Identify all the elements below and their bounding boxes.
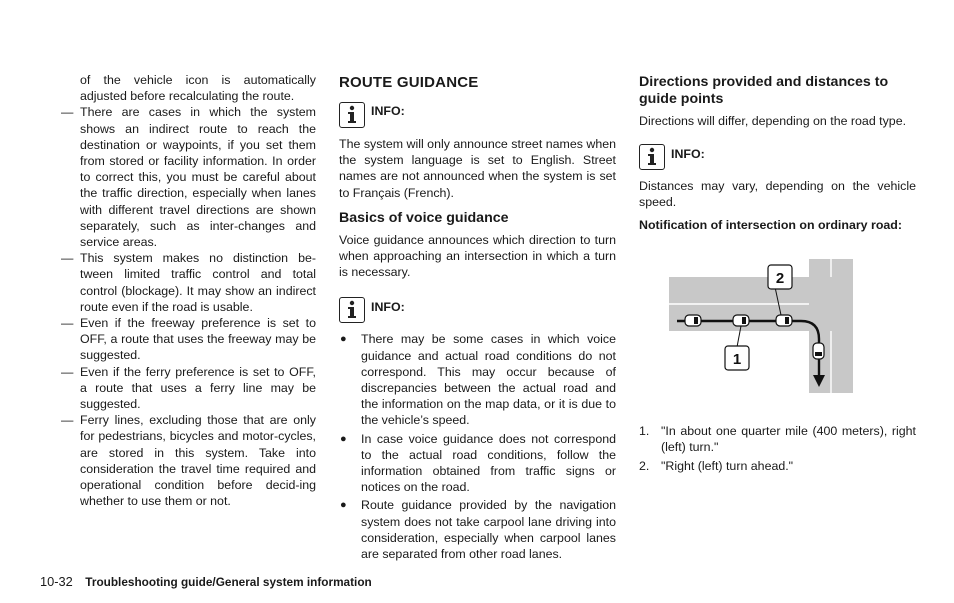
middle-column [339,72,616,564]
left-column [60,72,316,509]
bullet-icon: ● [340,432,347,445]
continuation-paragraph: of the vehicle icon is automatically adjusted before recalculating the route. [80,73,316,104]
numbered-item: 1. "In about one quarter mile (400 meters), right (left) turn." [639,423,916,455]
bullet-icon: ● [340,499,347,512]
bullet-item: ● Route guidance provided by the navigation system does not take carpool lane driving into consideration, especially when carpool lanes are separated from other road lanes. [340,498,616,562]
info-text: Distances may vary, depending on the vehicle speed. [639,179,916,210]
numbered-item: 2. "Right (left) turn ahead." [639,459,794,474]
info-icon [339,297,365,323]
callout-1-label: 1 [732,350,742,368]
callout-2-label: 2 [775,269,785,287]
info-text: The system will only announce street names when the system language is set to English. Street names are not announced when the system is set to Français (French). [339,137,616,200]
dash-item: — Even if the ferry preference is set to OFF, a route that uses a ferry line may be suggested. [60,364,316,413]
info-label: INFO: [371,299,405,314]
notification-heading: Notification of intersection on ordinary road: [639,217,902,232]
intersection-diagram [663,249,863,399]
car-icon [733,315,749,326]
dash-list [60,104,316,509]
directions-heading: Directions provided and distances to guide points [639,74,889,107]
dash-item: — Ferry lines, excluding those that are only for pedestrians, bicycles and motor-cycles, are stored in this system. Take into consideration the travel time required and operational condition before decid-ing whether to use them or not. [60,412,316,509]
car-icon [813,343,824,359]
dash-item: — There are cases in which the system shows an indirect route to reach the destination or waypoints, if you set them from stored or facility information. In order to correct this, you must be careful about the traffic direction, especially when lanes with different travel directions are shown separately, such as inter-changes and service areas. [60,104,316,250]
info-box [339,101,616,128]
bullet-icon: ● [340,333,347,346]
footer-title: Troubleshooting guide/General system information [85,575,372,589]
car-icon [776,315,792,326]
voice-guidance-intro: Voice guidance announces which direction to turn when approaching an intersection in which a turn is necessary. [339,232,616,280]
page-footer [40,574,372,589]
page-number: 10-32 [40,574,73,589]
right-column [639,72,916,477]
route-guidance-heading: ROUTE GUIDANCE [339,74,479,91]
dash-item: — Even if the freeway preference is set to OFF, a route that uses the freeway may be suggested. [60,315,316,364]
directions-intro: Directions will differ, depending on the road type. [639,114,907,128]
car-icon [685,315,701,326]
voice-guidance-heading: Basics of voice guidance [339,209,509,226]
info-box [639,143,916,170]
bullet-item: ● In case voice guidance does not correspond to the actual road conditions, follow the information obtained from traffic signs or notices on the road. [340,431,616,495]
bullet-list [339,331,616,562]
intersection-figure [663,249,863,399]
info-icon [639,144,665,170]
numbered-list [639,423,916,475]
info-label: INFO: [371,104,405,119]
info-icon [339,102,365,128]
info-label: INFO: [671,146,705,161]
bullet-item: ● There may be some cases in which voice guidance and actual road conditions do not correspond. This may occur because of discrepancies between the actual road and the information on the map data, or it is due to the vehicle’s speed. [340,332,616,428]
info-box [339,296,616,323]
dash-item: — This system makes no distinction be-tween limited traffic control and total control (blockage). It may show an indirect route even if the road is usable. [60,250,316,315]
